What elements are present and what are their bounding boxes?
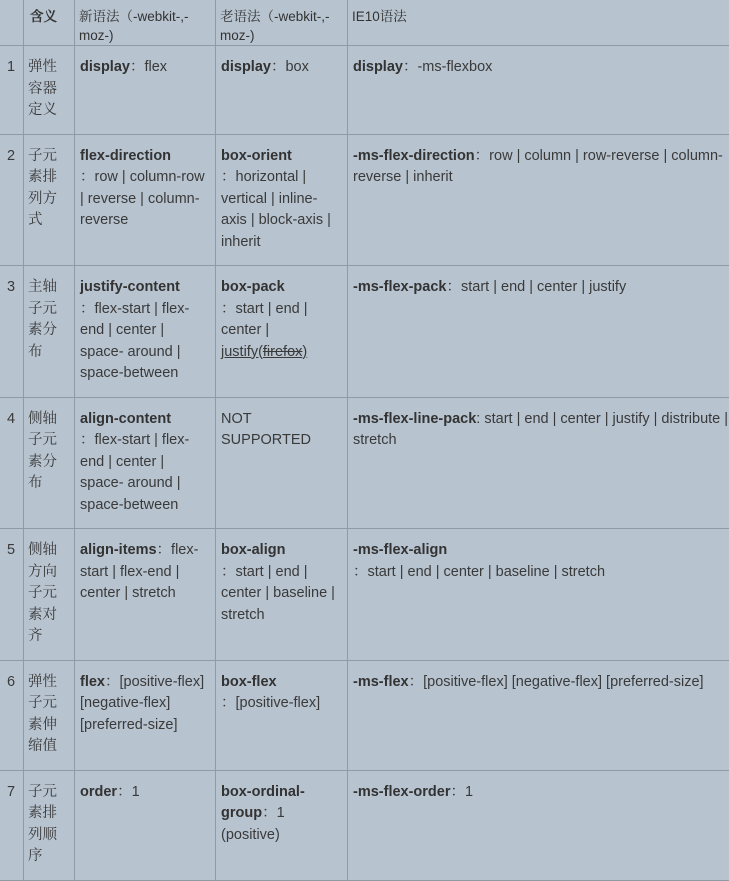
table-row [0,397,729,529]
table-row [0,529,729,661]
header-ie10-syntax: IE10语法 [348,0,729,46]
property-values: ：[positive-flex] [negative-flex] [preferred-size] [80,674,204,733]
property-name: justify-content [80,279,180,295]
row-meaning: 弹性子元素伸缩值 [24,660,75,770]
property-name: box-pack [221,279,285,295]
new-syntax-cell [75,529,216,661]
property-values: ：flex-start | flex-end | center | space- around | space-between [80,432,189,513]
property-values: ：[positive-flex] [negative-flex] [preferred-size] [409,674,704,690]
new-syntax-cell [75,134,216,266]
old-syntax-cell [216,397,348,529]
row-meaning: 侧轴子元素分布 [24,397,75,529]
property-values: ：flex [130,59,167,75]
property-values: ：start | end | center | [221,301,308,339]
property-values: ：start | end | center | baseline | stretch [221,564,335,623]
row-meaning: 侧轴方向子元素对齐 [24,529,75,661]
row-meaning: 主轴子元素分布 [24,266,75,398]
row-number: 6 [0,660,24,770]
property-name: display [80,59,130,75]
property-values: ：1 [117,784,140,800]
row-meaning: 子元素排列方式 [24,134,75,266]
new-syntax-cell [75,46,216,135]
new-syntax-cell [75,397,216,529]
property-name: order [80,784,117,800]
property-name: flex-direction [80,148,171,164]
property-name: -ms-flex-order [353,784,451,800]
property-values: ：start | end | center | baseline | stretch [353,564,605,580]
property-values: ：box [271,59,309,75]
new-syntax-cell [75,266,216,398]
property-name: -ms-flex-align [353,542,447,558]
table-row [0,770,729,880]
row-number: 1 [0,46,24,135]
header-meaning: 含义 [24,0,75,46]
property-values: ：flex-start | flex-end | center | stretch [80,542,198,601]
property-values: NOT SUPPORTED [221,411,311,449]
ie10-syntax-cell [348,660,729,770]
property-values: ：row | column | row-reverse | column-reverse | inherit [353,148,723,186]
table-row [0,134,729,266]
table-row [0,266,729,398]
new-syntax-cell [75,770,216,880]
property-values: ：[positive-flex] [221,695,320,711]
property-values: : start | end | center | justify | distribute | stretch [353,411,728,449]
row-number: 5 [0,529,24,661]
old-syntax-cell [216,46,348,135]
property-name: flex [80,674,105,690]
table-row [0,660,729,770]
property-values: ：-ms-flexbox [403,59,492,75]
property-name: align-content [80,411,171,427]
ie10-syntax-cell [348,134,729,266]
old-syntax-cell [216,660,348,770]
ie10-syntax-cell [348,397,729,529]
property-name: -ms-flex-direction [353,148,475,164]
row-meaning: 子元素排列顺序 [24,770,75,880]
property-values: ：1 (positive) [221,805,285,843]
new-syntax-cell [75,660,216,770]
ie10-syntax-cell [348,529,729,661]
property-name: box-orient [221,148,292,164]
old-syntax-cell [216,770,348,880]
property-name: box-align [221,542,285,558]
property-values: ：start | end | center | justify [446,279,626,295]
ie10-syntax-cell [348,46,729,135]
old-syntax-cell [216,134,348,266]
property-name: box-flex [221,674,277,690]
row-number: 4 [0,397,24,529]
header-row [0,0,729,46]
header-index [0,0,24,46]
property-name: display [353,59,403,75]
property-values: ：row | column-row | reverse | column-reverse [80,169,205,228]
property-name: -ms-flex-pack [353,279,446,295]
row-number: 2 [0,134,24,266]
property-values: ：flex-start | flex-end | center | space- around | space-between [80,301,189,382]
property-name: box-ordinal-group [221,784,305,822]
property-name: -ms-flex-line-pack [353,411,476,427]
row-number: 7 [0,770,24,880]
table-row [0,46,729,135]
justify-link[interactable]: justify(firefox) [221,344,307,360]
header-new-syntax: 新语法（-webkit-,-moz-) [75,0,216,46]
row-number: 3 [0,266,24,398]
property-values: ：1 [451,784,474,800]
property-name: display [221,59,271,75]
ie10-syntax-cell [348,266,729,398]
struck-note: firefox [263,344,303,360]
old-syntax-cell [216,266,348,398]
header-old-syntax: 老语法（-webkit-,-moz-) [216,0,348,46]
property-name: -ms-flex [353,674,409,690]
row-meaning: 弹性容器定义 [24,46,75,135]
old-syntax-cell [216,529,348,661]
ie10-syntax-cell [348,770,729,880]
property-values: ：horizontal | vertical | inline-axis | block-axis | inherit [221,169,331,250]
property-name: align-items [80,542,157,558]
